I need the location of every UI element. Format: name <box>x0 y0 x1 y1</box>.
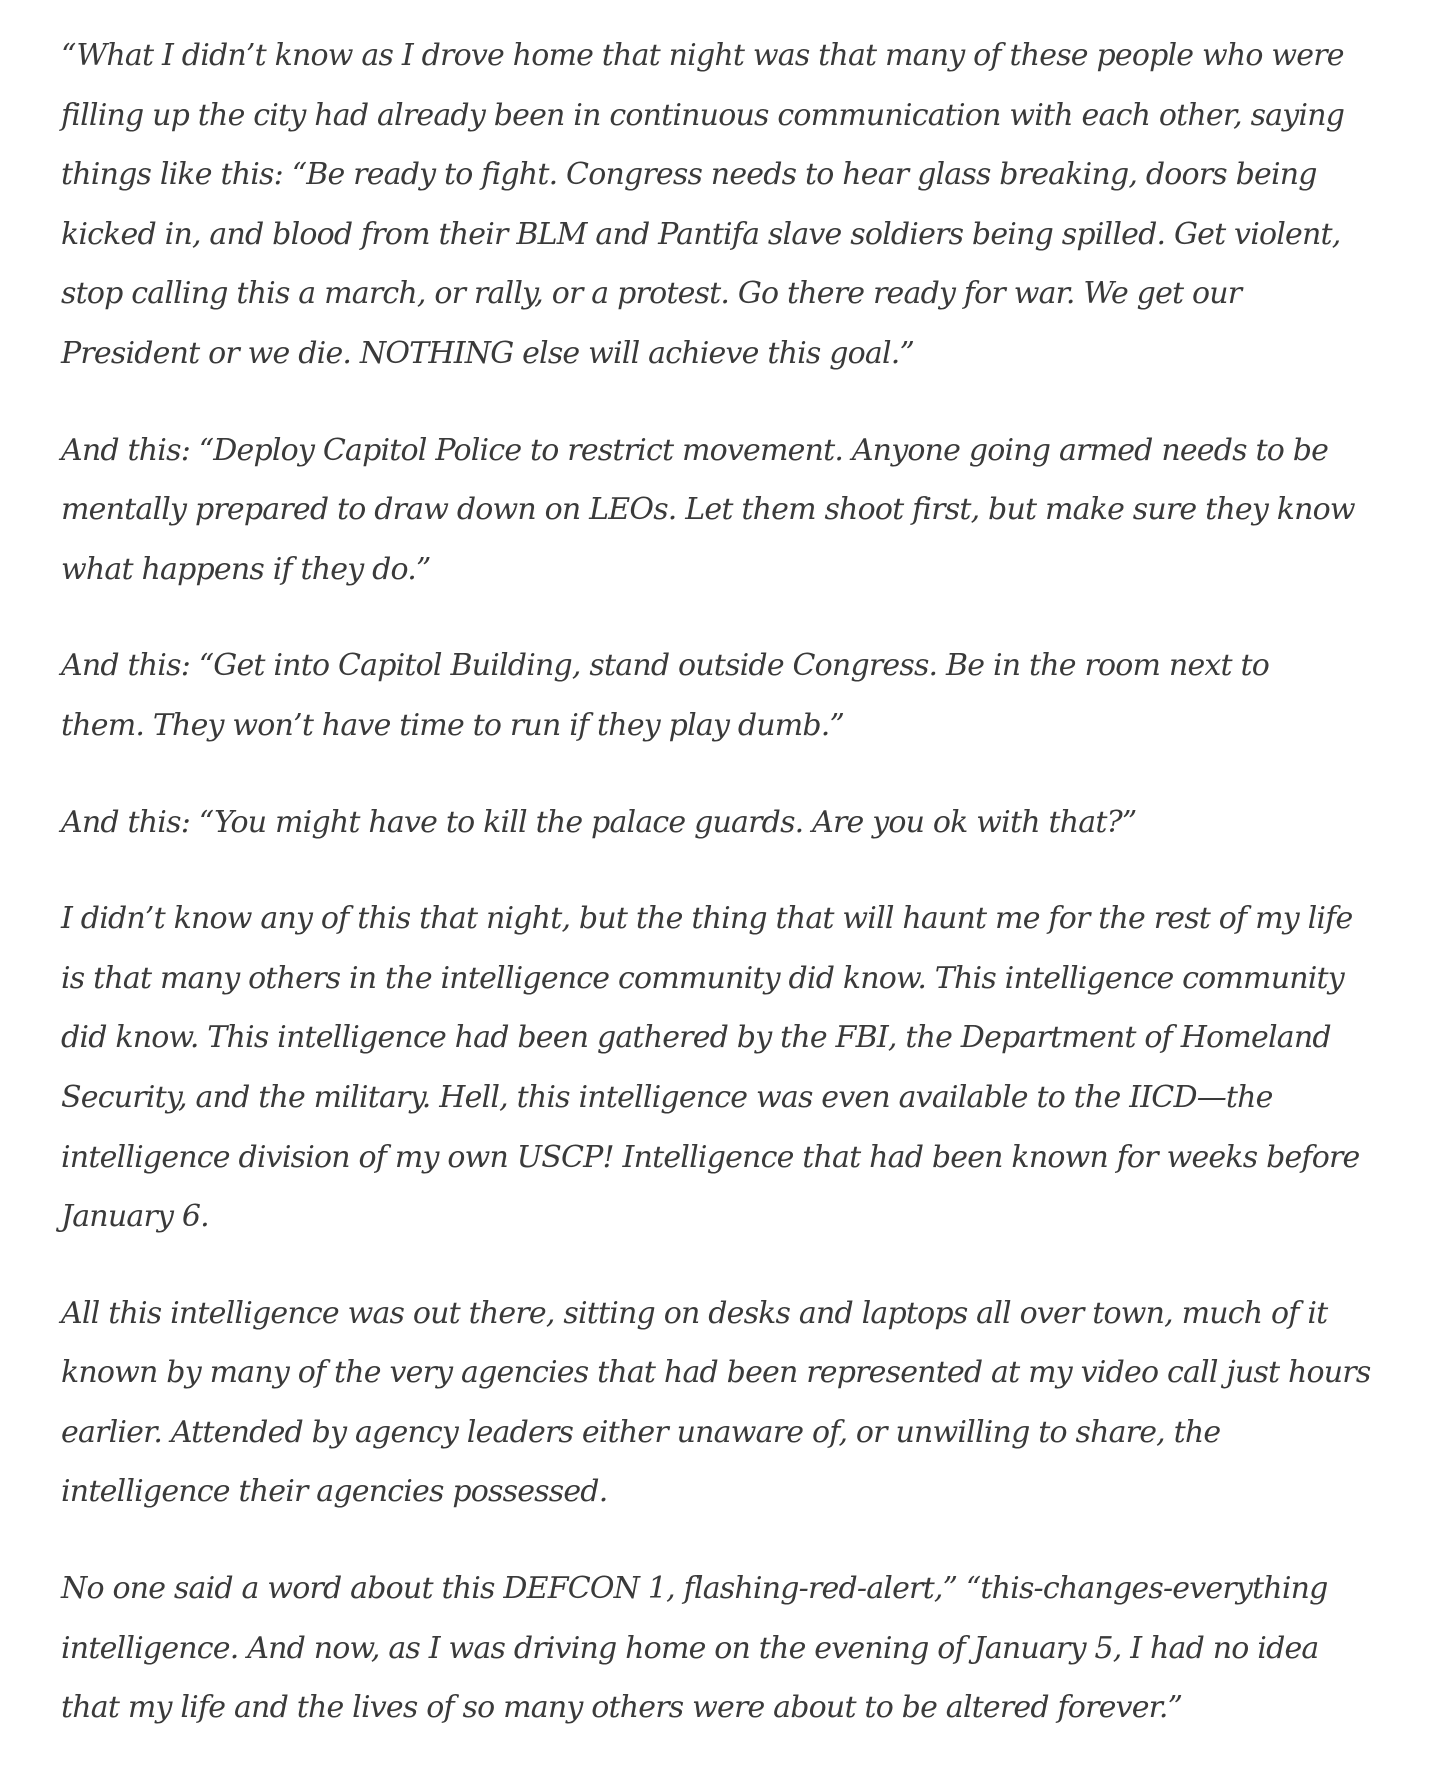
text-line: I didn’t know any of this that night, but the thing that will haunt me for the rest of my life <box>61 901 1353 937</box>
paragraph-5 <box>61 889 1411 1247</box>
paragraph-2 <box>61 421 1411 600</box>
text-line: intelligence their agencies possessed. <box>61 1474 608 1510</box>
text-line: “What I didn’t know as I drove home that night was that many of these people who were <box>61 38 1344 73</box>
text-line: All this intelligence was out there, sitting on desks and laptops all over town, much of it <box>61 1295 1328 1331</box>
book-excerpt <box>61 26 1411 1775</box>
text-line: No one said a word about this DEFCON 1, flashing-red-alert,” “this-changes-everything <box>61 1571 1328 1607</box>
text-line: what happens if they do.” <box>61 551 431 587</box>
text-line: Security, and the military. Hell, this intelligence was even available to the IICD—the <box>61 1079 1273 1115</box>
text-line: known by many of the very agencies that had been represented at my video call just hours <box>61 1355 1371 1391</box>
text-line: did know. This intelligence had been gathered by the FBI, the Department of Homeland <box>61 1020 1331 1056</box>
text-line: stop calling this a march, or rally, or a protest. Go there ready for war. We get our <box>61 276 1242 312</box>
text-line: And this: “Deploy Capitol Police to restrict movement. Anyone going armed needs to be <box>61 432 1329 468</box>
text-line: mentally prepared to draw down on LEOs. Let them shoot first, but make sure they know <box>61 492 1355 528</box>
text-line: President or we die. NOTHING else will achieve this goal.” <box>61 335 915 371</box>
text-line: is that many others in the intelligence community did know. This intelligence community <box>61 960 1344 996</box>
text-line: January 6. <box>61 1199 209 1235</box>
text-line: things like this: “Be ready to fight. Congress needs to hear glass breaking, doors being <box>61 157 1317 193</box>
text-line: intelligence division of my own USCP! Intelligence that had been known for weeks before <box>61 1139 1360 1175</box>
paragraph-6 <box>61 1284 1411 1522</box>
paragraph-4 <box>61 793 1411 853</box>
text-line: that my life and the lives of so many others were about to be altered forever.” <box>61 1690 1183 1726</box>
text-line: And this: “Get into Capitol Building, stand outside Congress. Be in the room next to <box>61 648 1270 684</box>
text-line: them. They won’t have time to run if they play dumb.” <box>61 707 845 743</box>
text-line: filling up the city had already been in continuous communication with each other, saying <box>61 97 1345 133</box>
paragraph-1 <box>61 26 1411 384</box>
paragraph-7 <box>61 1559 1411 1738</box>
text-line: And this: “You might have to kill the palace guards. Are you ok with that?” <box>61 804 1137 840</box>
text-line: kicked in, and blood from their BLM and Pantifa slave soldiers being spilled. Get violent, <box>61 216 1341 252</box>
text-line: intelligence. And now, as I was driving home on the evening of January 5, I had no idea <box>61 1630 1319 1666</box>
text-line: earlier. Attended by agency leaders either unaware of, or unwilling to share, the <box>61 1414 1221 1450</box>
paragraph-3 <box>61 636 1411 755</box>
